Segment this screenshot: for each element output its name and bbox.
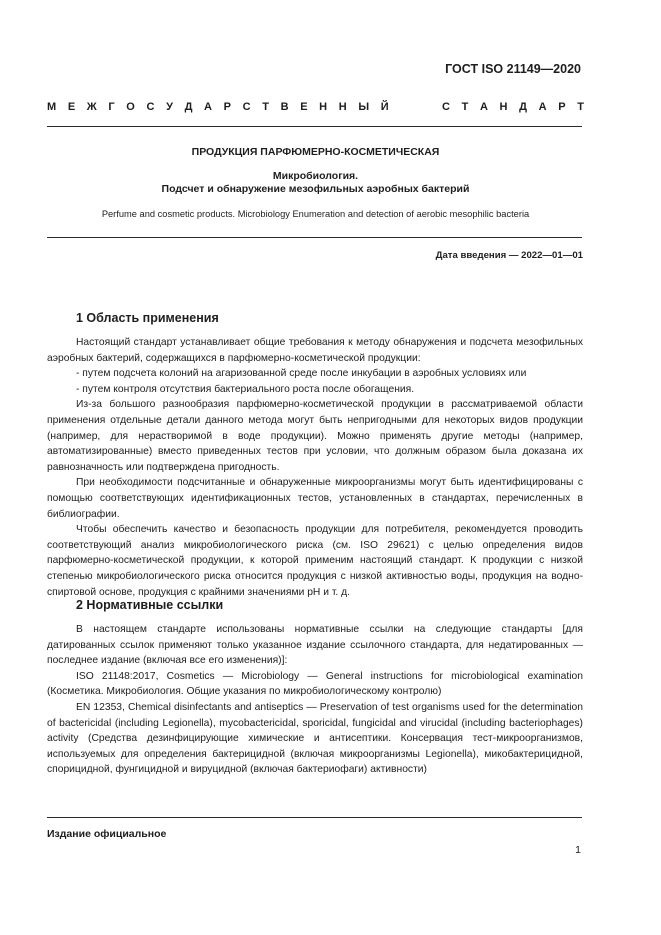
section-1-heading: 1 Область применения <box>76 311 219 325</box>
letter: Н <box>319 101 328 113</box>
introduction-date: Дата введения — 2022—01—01 <box>435 250 583 261</box>
letter: В <box>280 101 289 113</box>
letter: Ы <box>358 101 370 113</box>
letter: Н <box>338 101 347 113</box>
reference-item: EN 12353, Chemical disinfectants and antiseptics — Preservation of test organisms used for the determination of bactericidal (including Legionella), mycobactericidal, sporicidal, fungicidal and virucidal (including bacteriophages) activity (Средства дезинфицирующие химические и антисептики. Консервация тест-микроорганизмов, используемых для определения бактерицидной (включая микроорганизмы Legionella), микобактерицидной, спорицидной, фунгицидной и вируцидной (включая бактериофаги) активности) <box>47 701 583 776</box>
page-number: 1 <box>575 844 581 856</box>
header-divider <box>47 126 582 127</box>
section-2-heading: 2 Нормативные ссылки <box>76 598 224 612</box>
letter: С <box>441 101 450 113</box>
title-divider <box>47 237 582 238</box>
document-subtitle-line1: Микробиология. <box>272 170 359 182</box>
letter: О <box>126 101 135 113</box>
list-item: - путем подсчета колоний на агаризованной среде после инкубации в аэробных условиях или <box>76 368 527 380</box>
letter: А <box>204 101 212 113</box>
letter: Р <box>558 101 566 113</box>
letter: С <box>242 101 251 113</box>
letter: Т <box>262 101 269 113</box>
official-edition-label: Издание официальное <box>47 828 167 840</box>
document-subtitle-line2: Подсчет и обнаружение мезофильных аэробных бактерий <box>161 183 470 195</box>
paragraph: В настоящем стандарте использованы нормативные ссылки на следующие стандарты [для датированных ссылок применяют только указанное издание ссылочного стандарта, для недатированных — последнее издание (включая все его изменения)]: <box>47 624 583 667</box>
letter: Г <box>108 101 115 113</box>
letter: У <box>166 101 173 113</box>
paragraph: Настоящий стандарт устанавливает общие требования к методу обнаружения и подсчета мезофильных аэробных бактерий, содержащихся в парфюмерно-косметической продукции: <box>47 337 583 364</box>
letter: Н <box>499 101 508 113</box>
standard-type-label <box>47 101 584 113</box>
paragraph: Чтобы обеспечить качество и безопасность продукции для потребителя, рекомендуется проводить соответствующий анализ микробиологического риска (см. ISO 29621) с целью определения видов парфюмерно-косметической продукции, к которой применим настоящий стандарт. К продукции с низкой степенью микробиологического риска относится продукция с низкой активностью воды, продукция на водно-спиртовой основе, продукция с крайними значениями pH и т. д. <box>47 524 583 598</box>
letter: Ж <box>86 101 97 113</box>
letter: А <box>538 101 547 113</box>
letter: Т <box>461 101 469 113</box>
section-1-body <box>47 335 583 600</box>
letter: Й <box>380 101 389 113</box>
letter: Д <box>184 101 193 113</box>
letter: Р <box>223 101 231 113</box>
paragraph: При необходимости подсчитанные и обнаруженные микроорганизмы могут быть идентифицированы с помощью соответствующих идентификационных тестов, установленных в стандартах, перечисленных в библиографии. <box>47 477 583 520</box>
letter: Е <box>67 101 76 113</box>
reference-item: ISO 21148:2017, Cosmetics — Microbiology — General instructions for microbiological examination (Косметика. Микробиология. Общие указания по микробиологическому контролю) <box>47 670 583 698</box>
letter: М <box>47 101 57 113</box>
letter: Д <box>519 101 527 113</box>
letter: С <box>146 101 155 113</box>
paragraph: Из-за большого разнообразия парфюмерно-косметической продукции в рассматриваемой области применения отдельные детали данного метода могут быть непригодными для некоторых видов продукции (например, для нерастворимой в воде продукции). Можно применять другие методы (например, автоматизированные) вместо приведенных тестов при условии, что должным образом была доказана их равнозначность или подтверждена пригодность. <box>47 399 583 473</box>
letter: Е <box>300 101 308 113</box>
letter: А <box>479 101 488 113</box>
english-title: Perfume and cosmetic products. Microbiology Enumeration and detection of aerobic mesophilic bacteria <box>101 209 530 219</box>
letter: Т <box>577 101 584 113</box>
word-gap <box>400 101 430 113</box>
section-2-body <box>47 622 583 778</box>
document-title: ПРОДУКЦИЯ ПАРФЮМЕРНО-КОСМЕТИЧЕСКАЯ <box>191 146 440 158</box>
document-number: ГОСТ ISO 21149—2020 <box>445 62 581 76</box>
list-item: - путем контроля отсутствия бактериального роста после обогащения. <box>76 383 415 395</box>
footer-divider <box>47 817 582 818</box>
